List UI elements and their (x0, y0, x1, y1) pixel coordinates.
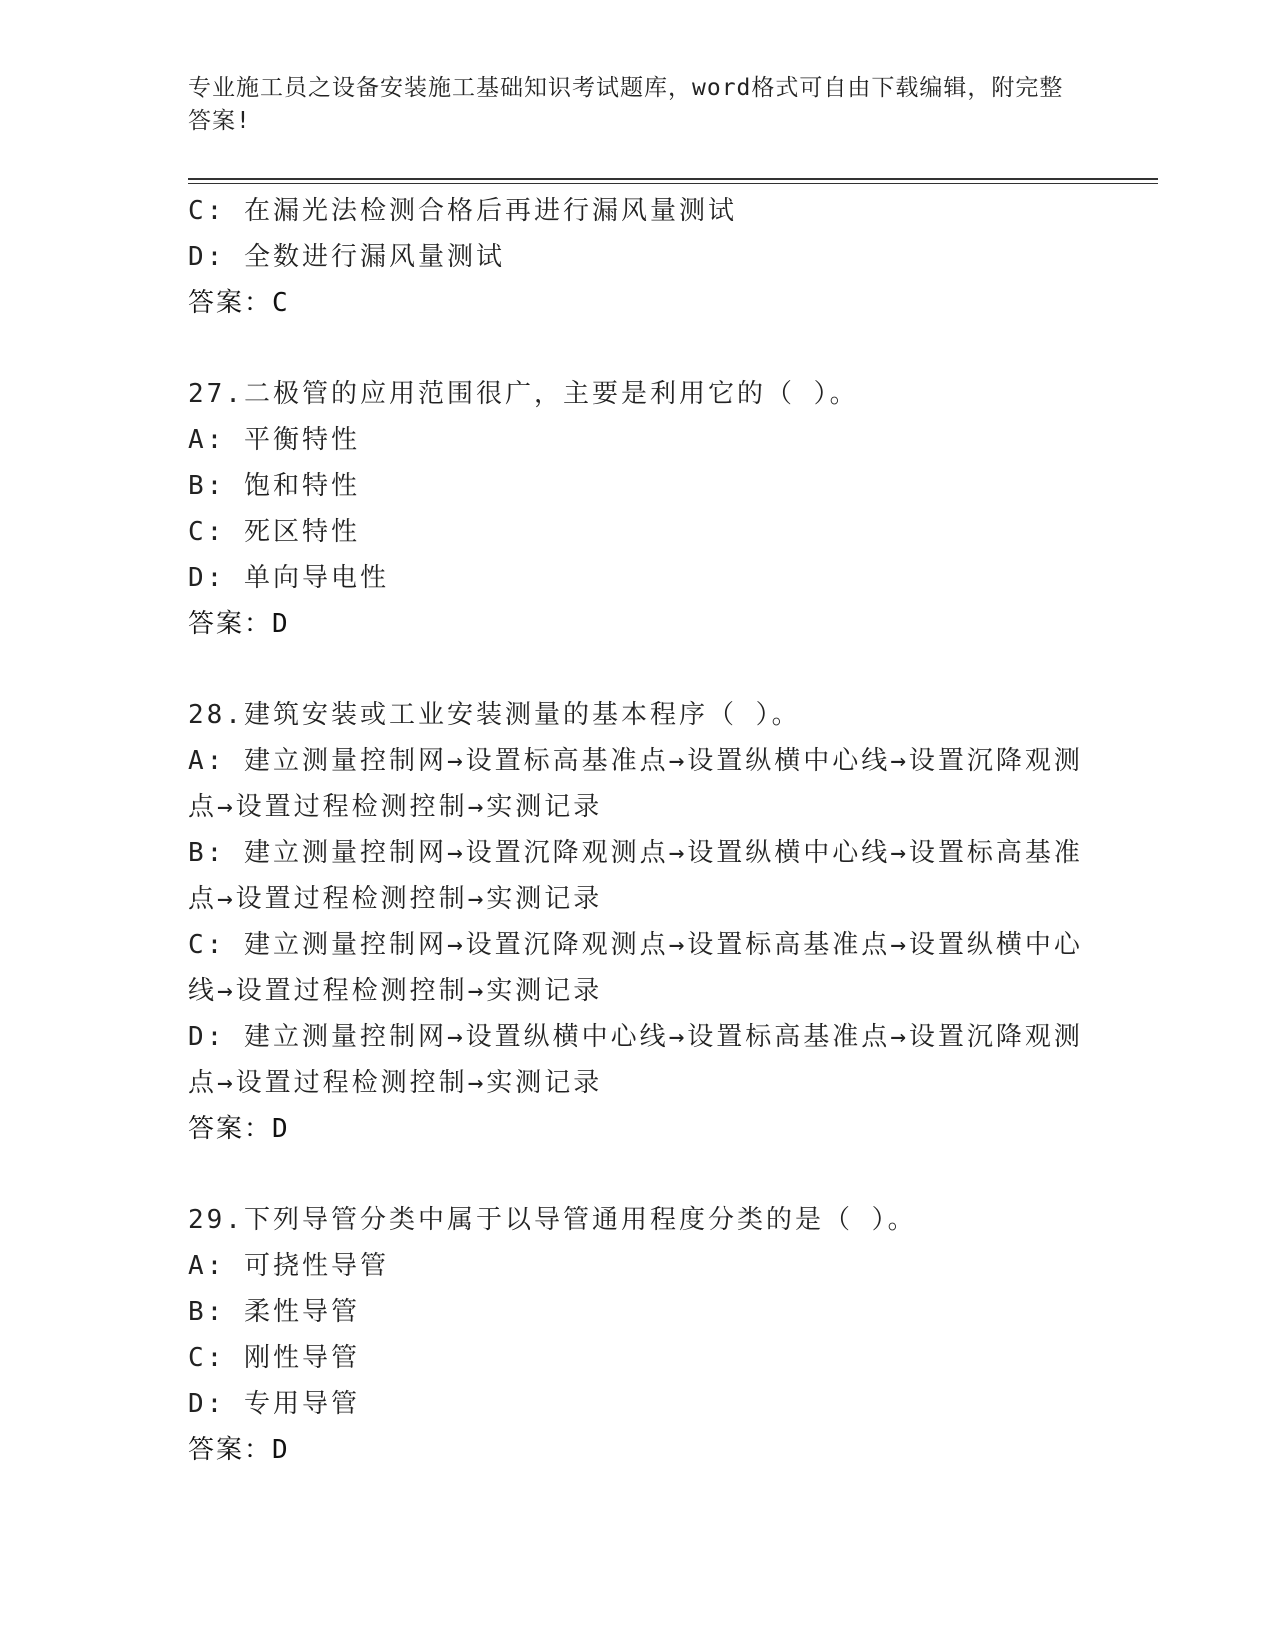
option-a: A: 建立测量控制网→设置标高基准点→设置纵横中心线→设置沉降观测点→设置过程检测控制→实测记录 (188, 746, 1083, 822)
option-c: C: 刚性导管 (188, 1343, 360, 1373)
answer-line: 答案：D (188, 609, 290, 639)
carryover-block (188, 188, 1088, 326)
question-stem: 29.下列导管分类中属于以导管通用程度分类的是（ ）。 (188, 1205, 917, 1235)
question-29 (188, 1197, 1088, 1473)
option-d: D: 全数进行漏风量测试 (188, 242, 505, 272)
option-a: A: 可挠性导管 (188, 1251, 389, 1281)
header-divider-thin (188, 183, 1158, 184)
answer-line: 答案：D (188, 1114, 290, 1144)
option-b: B: 建立测量控制网→设置沉降观测点→设置纵横中心线→设置标高基准点→设置过程检测控制→实测记录 (188, 838, 1083, 914)
option-c: C: 建立测量控制网→设置沉降观测点→设置标高基准点→设置纵横中心线→设置过程检测控制→实测记录 (188, 930, 1083, 1006)
question-28 (188, 692, 1088, 1152)
option-b: B: 柔性导管 (188, 1297, 360, 1327)
option-d: D: 专用导管 (188, 1389, 360, 1419)
option-c: C: 死区特性 (188, 517, 360, 547)
option-b: B: 饱和特性 (188, 471, 360, 501)
answer-line: 答案：D (188, 1435, 290, 1465)
question-stem: 27.二极管的应用范围很广，主要是利用它的（ ）。 (188, 379, 859, 409)
option-c: C: 在漏光法检测合格后再进行漏风量测试 (188, 196, 737, 226)
document-header (188, 72, 1068, 138)
header-title: 专业施工员之设备安装施工基础知识考试题库，word格式可自由下载编辑，附完整答案! (188, 75, 1064, 134)
option-a: A: 平衡特性 (188, 425, 360, 455)
question-27 (188, 371, 1088, 647)
option-d: D: 建立测量控制网→设置纵横中心线→设置标高基准点→设置沉降观测点→设置过程检测控制→实测记录 (188, 1022, 1083, 1098)
answer-line: 答案：C (188, 288, 290, 318)
option-d: D: 单向导电性 (188, 563, 389, 593)
header-divider-thick (188, 178, 1158, 180)
question-stem: 28.建筑安装或工业安装测量的基本程序（ ）。 (188, 700, 801, 730)
question-list (188, 188, 1088, 1473)
